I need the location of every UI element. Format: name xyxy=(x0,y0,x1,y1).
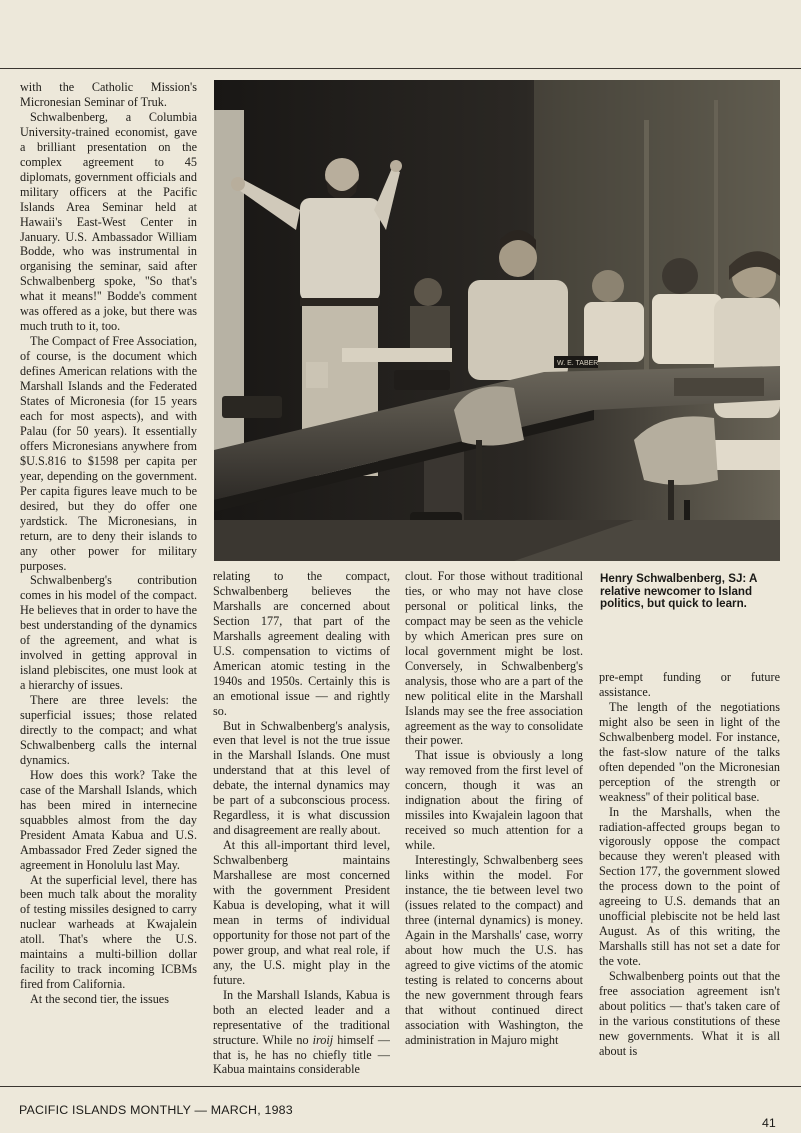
paragraph: That issue is obviously a long way removed from the first level of concern, though it was an indignation about the firing of missiles into Kwajalein lagoon that received so much attention for a while. xyxy=(405,748,583,853)
paragraph-tail: himself — that is, he has no chiefly title — Kabua maintains considerable xyxy=(213,1032,390,1077)
article-column-1 xyxy=(20,80,197,1082)
paragraph: At the superficial level, there has been much talk about the morality of testing missiles designed to carry nuclear warheads at Kwajalein atoll. That's where the U.S. maintains a multi-billion dollar facility to track incoming ICBMs fired from California. xyxy=(20,872,197,992)
paragraph: Schwalbenberg points out that the free association agreement isn't about politics — that's taken care of in the various constitutions of these new governments. What it is all about is xyxy=(599,969,780,1058)
paragraph: Schwalbenberg's contribution comes in his model of the compact. He believes that in order to have the best understanding of the dynamics of the agreement, and what is involved in getting approval in island plebiscites, one must look at a hierarchy of issues. xyxy=(20,573,197,693)
paragraph: At the second tier, the issues xyxy=(30,992,169,1007)
paragraph: The length of the negotiations might also be seen in light of the Schwalbenberg model. For instance, the fast-slow nature of the talks often depended ''on the Micronesian perception of the strength or weakness'' of their political base. xyxy=(599,699,780,804)
paragraph: In the Marshall Islands, Kabua is both an elected leader and a representative of the traditional structure. While no iroij himself — that is, he has no chiefly title — Kabua maintains considerable xyxy=(213,987,390,1077)
article-photo xyxy=(214,80,780,561)
paragraph: Schwalbenberg, a Columbia University-trained economist, gave a brilliant presentation on the complex agreement to 45 diplomats, government officials and military officers at the Pacific Islands Area Seminar held at Hawaii's East-West Center in January. U.S. Ambassador William Bodde, who was instrumental in organising the seminar, said after Schwalbenberg spoke, ''So that's what it means!'' Bodde's comment was offered as a joke, but there was much truth to it, too. xyxy=(20,109,197,334)
article-column-2 xyxy=(213,569,390,1082)
article-column-4 xyxy=(599,670,780,1082)
paragraph: How does this work? Take the case of the Marshall Islands, which has been mired in internecine squabbles almost from the day President Amata Kabua and U.S. Ambassador Fred Zeder signed the agreement in Honolulu last May. xyxy=(20,767,197,872)
paragraph: The Compact of Free Association, of course, is the document which defines American relations with the Marshall Islands and the Federated States of Micronesia (for 15 years each for most aspects), and with Palau (for 50 years). It essentially offers Micronesians anywhere from $U.S.816 to $1598 per capita per year, depending on the government. Per capita figures leave much to be desired, but they do offer one yardstick. The Micronesians, in return, are to deny their islands to any other power for military purposes. xyxy=(20,334,197,573)
header-rule xyxy=(0,68,801,69)
paragraph: pre-empt funding or future assistance. xyxy=(599,670,780,699)
paragraph: But in Schwalbenberg's analysis, even that level is not the true issue in the Marshall Islands. One must understand that at this level of debate, the internal dynamics may be part of a subconscious process. Regardless, it is what discussion and disagreement are really about. xyxy=(213,718,390,838)
footer-rule xyxy=(0,1086,801,1087)
paragraph: Interestingly, Schwalbenberg sees links within the model. For instance, the tie between level two (issues related to the compact) and three (internal dynamics) is money. Again in the Marshalls' case, worry about how much the U.S. has agreed to give victims of the atomic testing is related to concerns about the new government through fears that without continued direct association with Washington, the administration in Majuro might xyxy=(405,853,583,1047)
paragraph: At this all-important third level, Schwalbenberg maintains Marshallese are most concerned with the government President Kabua is developing, what it will mean in terms of individual opportunity for those not part of the power group, and what real role, if any, the U.S. might play in the future. xyxy=(213,838,390,987)
paragraph: relating to the compact, Schwalbenberg believes the Marshalls are concerned about Section 177, that part of the Marshalls agreement dealing with U.S. compensation to victims of American atomic testing in the 1940s and 1950s. Certainly this is an emotional issue — and rightly so. xyxy=(213,569,390,718)
italic-term: iroij xyxy=(312,1032,334,1047)
paragraph: In the Marshalls, when the radiation-affected groups began to vigorously oppose the compact because they weren't pleased with Section 177, the government slowed the process down to the point of agreeing to U.S. demands that an unofficial plebiscite not be held last August. As of this writing, the Marshalls still has not set a date for the vote. xyxy=(599,804,780,969)
paragraph: There are three levels: the superficial issues; those related directly to the compact; and what Schwalbenberg calls the internal dynamics. xyxy=(20,693,197,767)
page-number: 41 xyxy=(762,1116,776,1130)
nameplate-text: W. E. TABER xyxy=(557,360,599,367)
photo-illustration xyxy=(214,80,780,561)
paragraph: clout. For those without traditional ties, or who may not have close personal or political links, the compact may be seen as the vehicle by which American pres sure on local government might be lost. Conversely, in Schwalbenberg's analysis, those who are a part of the new political elite in the Marshall Islands may see the free association agreement as the way to consolidate their power. xyxy=(405,569,583,748)
footer-publication: PACIFIC ISLANDS MONTHLY — MARCH, 1983 xyxy=(19,1103,293,1117)
paragraph: with the Catholic Mission's Micronesian Seminar of Truk. xyxy=(20,80,197,109)
article-column-3 xyxy=(405,569,583,1082)
photo-caption: Henry Schwalbenberg, SJ: A relative newcomer to Island politics, but quick to learn. xyxy=(600,572,757,611)
